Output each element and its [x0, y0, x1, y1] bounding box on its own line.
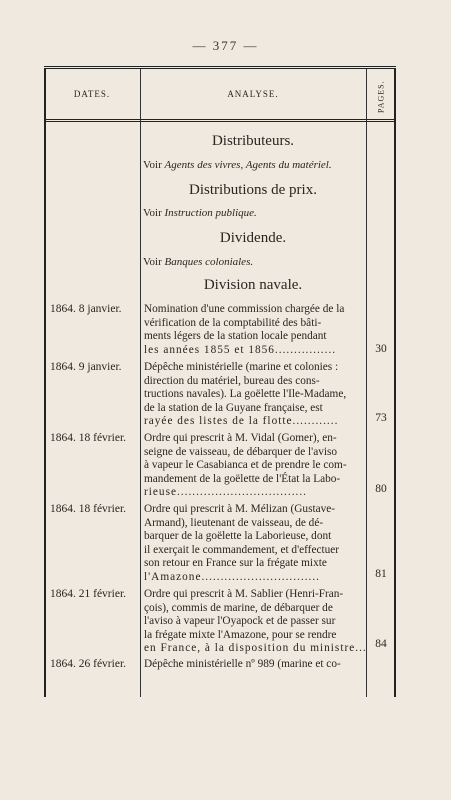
header-rule: [44, 119, 396, 122]
entry-line: Armand), lieutenant de vaisseau, de dé-: [144, 516, 324, 529]
entry-page: 81: [375, 568, 387, 580]
entry-text: [144, 503, 368, 585]
entry-line: barquer de la goëlette la Laborieuse, dont: [144, 530, 332, 543]
entry-text: [144, 432, 368, 500]
cross-reference: [143, 159, 332, 171]
section-heading: Distributeurs.: [211, 133, 295, 149]
entry-line: Ordre qui prescrit à M. Mélizan (Gustave-: [144, 503, 336, 515]
entry-date: 1864. 8 janvier.: [50, 303, 122, 315]
entry-page: 84: [375, 638, 387, 650]
entry-text: [144, 658, 368, 672]
cross-reference: [143, 207, 257, 219]
entry-line: çois), commis de marine, de débarquer de: [144, 601, 333, 614]
entry-line: Dépêche ministérielle (marine et colonies :: [144, 361, 339, 373]
entry-line: en France, à la disposition du ministre...: [144, 642, 367, 655]
cross-reference: [143, 256, 253, 268]
section-heading: Dividende.: [219, 230, 287, 246]
entry-line: direction du matériel, bureau des cons-: [144, 374, 320, 387]
cross-reference-prefix: Voir: [143, 207, 162, 219]
entry-line: ments légers de la station locale pendant: [144, 330, 327, 343]
entry-text: [144, 303, 368, 357]
cross-reference-target: Agents des vivres, Agents du matériel.: [164, 159, 332, 171]
cross-reference-prefix: Voir: [143, 256, 162, 268]
entry-line: Ordre qui prescrit à M. Sablier (Henri-Fran-: [144, 588, 344, 600]
cross-reference-target: Banques coloniales.: [164, 256, 254, 268]
entry-date: 1864. 18 février.: [50, 503, 127, 515]
entry-line: de la station de la Guyane française, est: [144, 401, 323, 414]
entry-line: l'aviso à vapeur l'Oyapock et de passer sur: [144, 615, 336, 628]
entry-line: Nomination d'une commission chargée de la: [144, 303, 345, 315]
entry-line: tructions navales). La goëlette l'Ile-Madame,: [144, 388, 347, 401]
column-divider-dates: [140, 69, 141, 697]
entry-page: 80: [375, 483, 387, 495]
entry-text: [144, 588, 368, 656]
entry-date: 1864. 9 janvier.: [50, 361, 122, 373]
table-border-left: [44, 69, 46, 697]
entry-line: il exerçait le commandement, et d'effectuer: [144, 543, 340, 556]
entry-line: vérification de la comptabilité des bâti-: [144, 316, 322, 329]
cross-reference-prefix: Voir: [143, 159, 162, 171]
entry-date: 1864. 21 février.: [50, 588, 127, 600]
table-border-right: [394, 69, 396, 697]
page-number: — 377 —: [192, 38, 259, 53]
entry-line: rieuse..................................: [144, 486, 307, 499]
entry-date: 1864. 18 février.: [50, 432, 127, 444]
section-heading: Division navale.: [203, 277, 303, 293]
column-header-pages: PAGES.: [376, 80, 386, 114]
entry-line: Dépêche ministérielle nº 989 (marine et co-: [144, 658, 341, 670]
entry-line: l'Amazone...............................: [144, 570, 321, 583]
entry-line: à vapeur le Casabianca et de prendre le com-: [144, 459, 347, 472]
column-header-dates: DATES.: [73, 89, 111, 99]
entry-page: 30: [375, 343, 387, 355]
section-heading: Distributions de prix.: [189, 182, 317, 198]
entry-text: [144, 361, 368, 429]
entry-line: rayée des listes de la flotte............: [144, 415, 339, 428]
entry-line: la frégate mixte l'Amazone, pour se rendre: [144, 628, 337, 641]
entry-line: mandement de la goëlette de l'État la Labo-: [144, 472, 341, 485]
entry-page: 73: [375, 412, 387, 424]
entry-line: les années 1855 et 1856................: [144, 343, 337, 356]
entry-date: 1864. 26 février.: [50, 658, 127, 670]
column-header-analyse: ANALYSE.: [227, 89, 279, 99]
cross-reference-target: Instruction publique.: [164, 207, 257, 219]
entry-line: seigne de vaisseau, de débarquer de l'aviso: [144, 445, 338, 458]
entry-line: son retour en France sur la frégate mixte: [144, 557, 327, 570]
entry-line: Ordre qui prescrit à M. Vidal (Gomer), en-: [144, 432, 337, 444]
